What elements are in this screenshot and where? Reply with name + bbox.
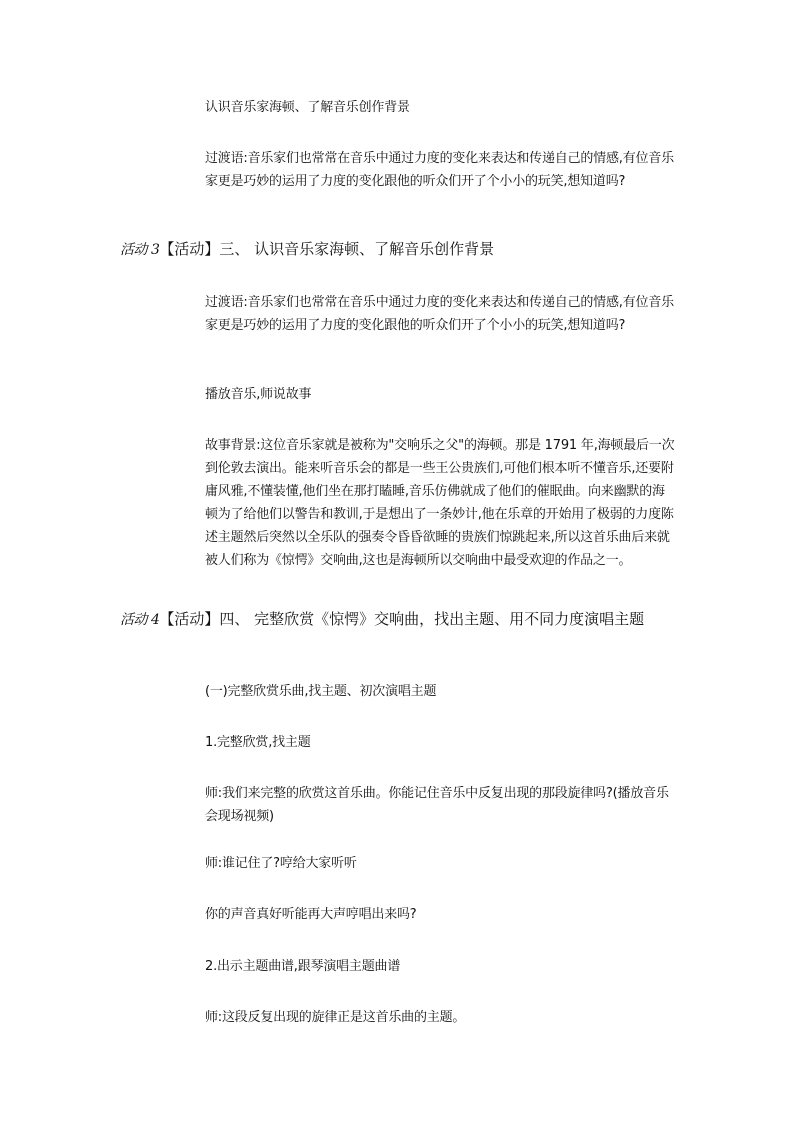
paragraph-teacher-3: 师:这段反复出现的旋律正是这首乐曲的主题。 — [205, 1010, 466, 1025]
activity-4-heading — [120, 608, 680, 632]
activity-4-title: 【活动】四、 完整欣赏《惊愕》交响曲，找出主题、用不同力度演唱主题 — [159, 610, 645, 628]
activity-3-heading — [120, 238, 680, 262]
paragraph-play-music: 播放音乐,师说故事 — [205, 387, 312, 402]
paragraph-step-2: 2.出示主题曲谱,跟琴演唱主题曲谱 — [205, 959, 401, 974]
paragraph-teacher-1: 师:我们来完整的欣赏这首乐曲。你能记住音乐中反复出现的那段旋律吗?(播放音乐会现场视频) — [205, 786, 669, 824]
paragraph-step-1: 1.完整欣赏,找主题 — [205, 735, 311, 750]
paragraph-teacher-2: 师:谁记住了?哼给大家听听 — [205, 856, 357, 871]
paragraph-praise: 你的声音真好听能再大声哼唱出来吗? — [205, 907, 417, 922]
paragraph-heading: 认识音乐家海顿、了解音乐创作背景 — [205, 100, 410, 115]
activity-3-title: 【活动】三、 认识音乐家海顿、了解音乐创作背景 — [159, 240, 495, 258]
paragraph-transition-2: 过渡语:音乐家们也常常在音乐中通过力度的变化来表达和传递自己的情感,有位音乐家更是巧妙的运用了力度的变化跟他的听众们开了个小小的玩笑,想知道吗? — [205, 295, 674, 333]
paragraph-transition-1: 过渡语:音乐家们也常常在音乐中通过力度的变化来表达和传递自己的情感,有位音乐家更是巧妙的运用了力度的变化跟他的听众们开了个小小的玩笑,想知道吗? — [205, 151, 674, 189]
activity-4-label: 活动 4 — [120, 612, 160, 628]
activity-3-label: 活动 3 — [120, 242, 160, 258]
paragraph-story-background: 故事背景:这位音乐家就是被称为"交响乐之父"的海顿。那是 1791 年,海顿最后一次到伦敦去演出。能来听音乐会的都是一些王公贵族们,可他们根本听不懂音乐,还要附庸风雅,不懂装懂,他们坐在那打瞌睡,音乐仿佛就成了他们的催眠曲。向来幽默的海顿为了给他们以警告和教训,于是想出了一条妙计,他在乐章的开始用了极弱的力度陈述主题然后突然以全乐队的强奏令昏昏欲睡的贵族们惊跳起来,所以这首乐曲后来就被人们称为《惊愕》交响曲,这也是海顿所以交响曲中最受欢迎的作品之一。 — [205, 438, 675, 568]
paragraph-section-1: (一)完整欣赏乐曲,找主题、初次演唱主题 — [205, 684, 437, 699]
